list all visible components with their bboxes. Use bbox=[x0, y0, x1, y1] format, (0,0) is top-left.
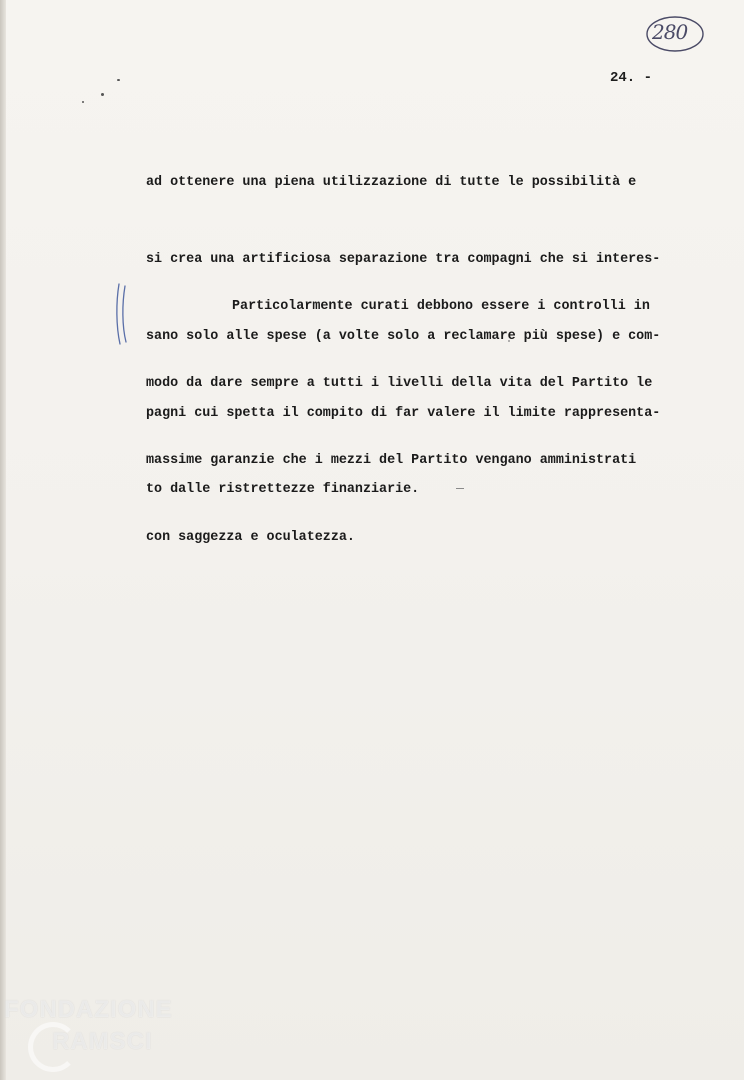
archive-watermark bbox=[0, 992, 200, 1072]
text-line: massime garanzie che i mezzi del Partito vengano amministrati bbox=[146, 452, 637, 468]
text-line: Particolarmente curati debbono essere i controlli in bbox=[232, 299, 650, 315]
watermark-line-1: FONDAZIONE bbox=[4, 996, 173, 1023]
text-line: sano solo alle spese (a volte solo a reclamare più spese) e com- bbox=[146, 328, 661, 344]
paper-speck bbox=[117, 79, 120, 81]
text-line: pagni cui spetta il compito di far valere il limite rappresenta- bbox=[146, 405, 661, 421]
archive-stamp-number: 280 bbox=[652, 20, 688, 44]
paragraph-2 bbox=[146, 243, 726, 601]
archive-stamp bbox=[644, 14, 706, 54]
watermark-line-2: RAMSCI bbox=[52, 1028, 153, 1055]
text-line: ad ottenere una piena utilizzazione di tutte le possibilità e bbox=[146, 175, 637, 191]
margin-pencil-mark-icon bbox=[110, 282, 134, 346]
text-line: modo da dare sempre a tutti i livelli della vita del Partito le bbox=[146, 375, 653, 391]
text-line: to dalle ristrettezze finanziarie. bbox=[146, 482, 420, 498]
paper-speck bbox=[82, 101, 84, 103]
paper-speck bbox=[101, 93, 104, 96]
text-line: si crea una artificiosa separazione tra compagni che si interes- bbox=[146, 251, 661, 267]
text-line: con saggezza e oculatezza. bbox=[146, 529, 355, 545]
page-number: 24. - bbox=[610, 70, 653, 86]
page-left-edge bbox=[0, 0, 6, 1080]
